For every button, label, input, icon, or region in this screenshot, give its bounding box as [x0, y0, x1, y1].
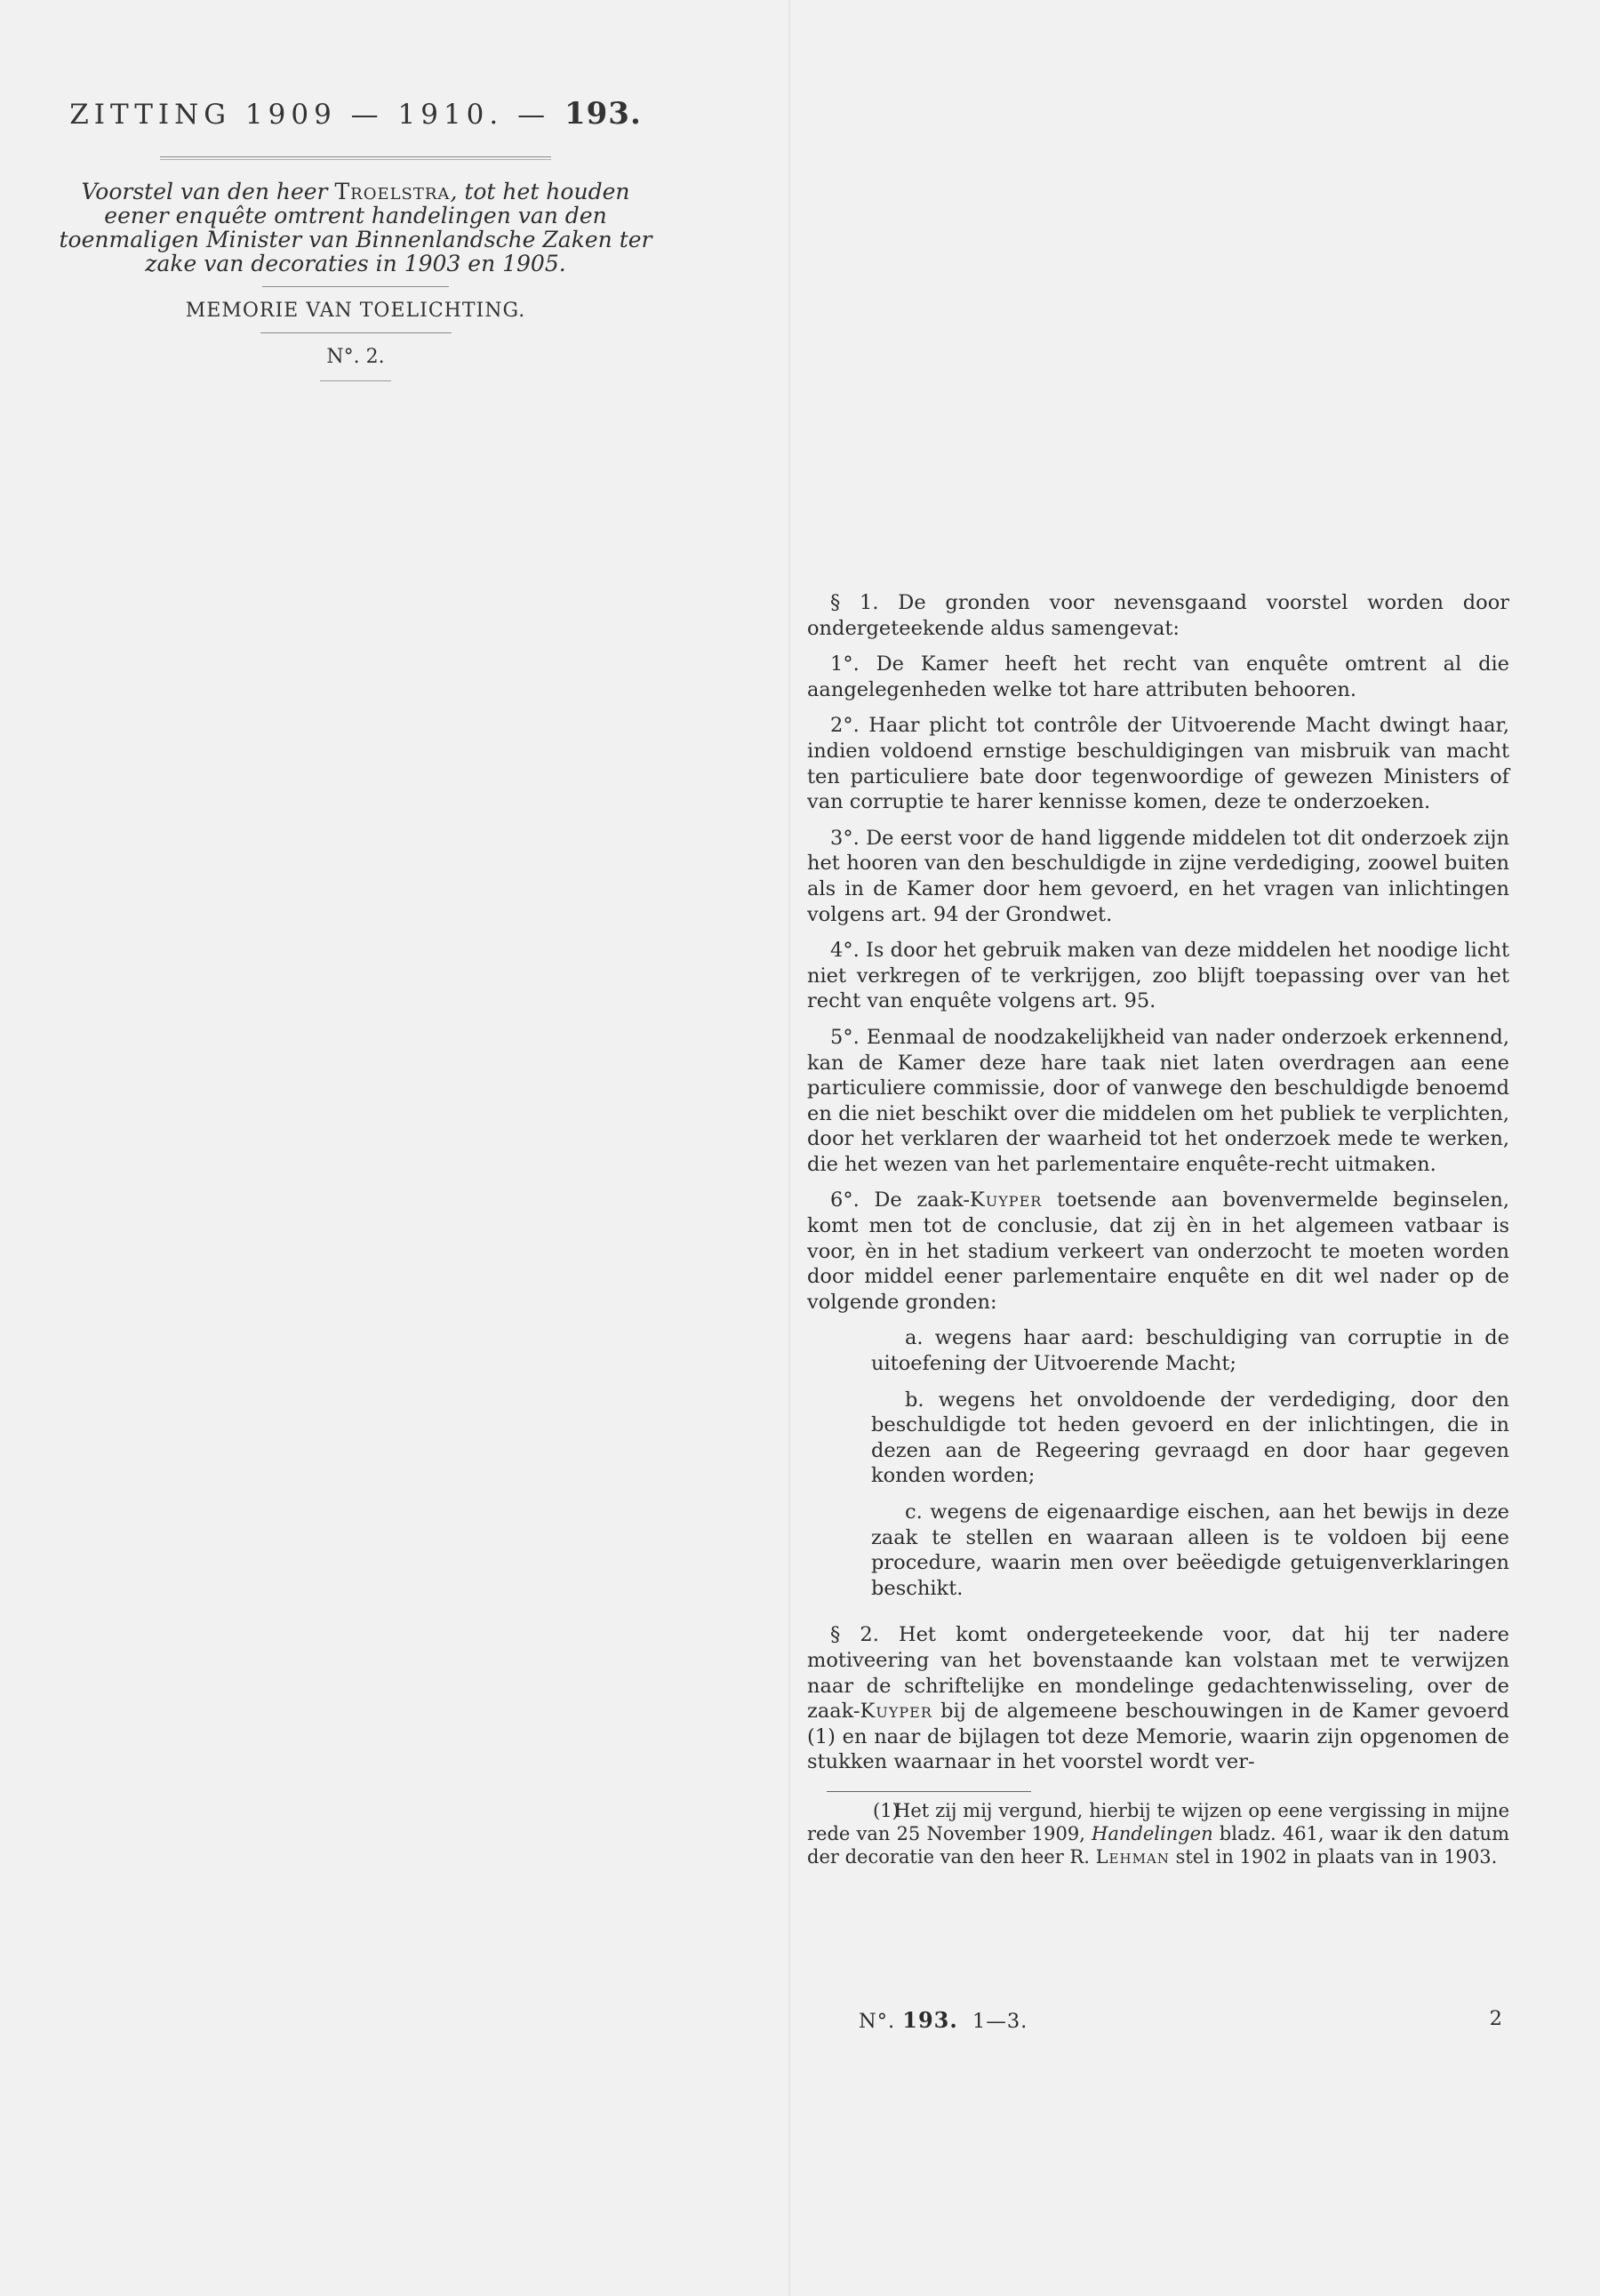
footnote-ref: (1): [873, 1799, 900, 1821]
paragraph: [807, 1188, 1509, 1315]
footnote-text: Het zij mij vergund, hierbij te wijzen op eene vergissing in mijne rede van 25 November 1909,: [807, 1799, 1509, 1844]
title-text: , tot het houden eener enquête omtrent handelingen van den toenmaligen Minister van Binnenlandsche Zaken ter zake van decoraties in 1903 en 1905.: [59, 179, 652, 276]
paragraph-text: 6°. De zaak-: [830, 1188, 970, 1212]
header-rule: [320, 380, 391, 381]
page-footer: [859, 2007, 1502, 2033]
person-name: Kuyper: [860, 1700, 932, 1724]
paragraph-text: toetsende aan bovenvermelde beginselen, komt men tot de conclusie, dat zij èn in het algemeen vatbaar is voor, èn in het stadium verkeert van onderzocht te moeten worden door middel eener parlementaire enquête en dit wel nader op de volgende gronden:: [807, 1188, 1509, 1314]
session-heading: [53, 96, 658, 132]
paragraph: 5°. Eenmaal de noodzakelijkheid van nader onderzoek erkennend, kan de Kamer deze hare taak niet laten overdragen aan eene particuliere commissie, door of vanwege den beschuldigde benoemd en die niet beschikt over die middelen om het publiek te verplichten, door het verklaren der waarheid tot het onderzoek mede te werken, die het wezen van het parlementaire enquête-recht uitmaken.: [807, 1025, 1509, 1176]
person-name: Lehman: [1095, 1845, 1170, 1868]
page-number: 2: [1489, 2007, 1502, 2030]
paragraph: 2°. Haar plicht tot contrôle der Uitvoerende Macht dwingt haar, indien voldoend ernstige beschuldigingen van misbruik van macht ten particuliere bate door tegenwoordige of gewezen Ministers of van corruptie te harer kennisse komen, deze te onderzoeken.: [807, 714, 1509, 814]
footer-number: [859, 2007, 1028, 2033]
sub-paragraph: a. wegens haar aard: beschuldiging van corruptie in de uitoefening der Uitvoerende Macht;: [871, 1326, 1509, 1376]
paragraph-text: § 2. Het komt ondergeteekende voor, dat hij ter nadere motiveering van het bovenstaande kan volstaan met te verwijzen naar de schriftelijke en mondelinge gedachtenwisseling, over de zaak-: [807, 1623, 1509, 1724]
page-fold: [788, 0, 790, 2296]
title-name: Troelstra: [334, 179, 451, 204]
footnote: [807, 1799, 1509, 1868]
footnote-italic: Handelingen: [1092, 1822, 1213, 1844]
session-text: ZITTING 1909 — 1910. —: [69, 99, 551, 131]
header-rule: [260, 332, 452, 333]
title-text: Voorstel van den heer: [81, 179, 328, 204]
sub-paragraph: c. wegens de eigenaardige eischen, aan het bewijs in deze zaak te stellen en waaraan alleen is te voldoen bij eene procedure, waarin men over beëedigde getuigenverklaringen beschikt.: [871, 1500, 1509, 1600]
paragraph: 1°. De Kamer heeft het recht van enquête omtrent al die aangelegenheden welke tot hare attributen behooren.: [807, 652, 1509, 701]
footer-bold-number: 193.: [902, 2007, 958, 2033]
header-rule: [262, 286, 449, 287]
paragraph: § 1. De gronden voor nevensgaand voorstel worden door ondergeteekende aldus samengevat:: [807, 591, 1509, 640]
paragraph: [807, 1622, 1509, 1775]
footer-sheet: 1—3.: [972, 2010, 1028, 2033]
footnote-rule: [827, 1791, 1031, 1792]
sub-paragraph: b. wegens het onvoldoende der verdediging, door den beschuldigde tot heden gevoerd en der inlichtingen, die in dezen aan de Regeering gevraagd en door haar gegeven konden worden;: [871, 1388, 1509, 1488]
piece-number: N°. 2.: [326, 346, 385, 368]
footnote-text: stel in 1902 in plaats van in 1903.: [1169, 1845, 1498, 1868]
document-header: [53, 96, 658, 381]
paragraph-text: bij de algemeene beschouwingen in de Kamer gevoerd (1) en naar de bijlagen tot deze Memorie, waarin zijn opgenomen de stukken waarnaar in het voorstel wordt ver-: [807, 1700, 1509, 1774]
memorie-heading: MEMORIE VAN TOELICHTING.: [185, 300, 526, 322]
person-name: Kuyper: [969, 1188, 1043, 1212]
document-number: 193.: [564, 96, 642, 132]
memorie-body: [807, 590, 1509, 1879]
proposal-title: [53, 180, 658, 276]
header-rule: [160, 159, 551, 160]
header-rule: [160, 156, 551, 157]
paragraph: 4°. Is door het gebruik maken van deze middelen het noodige licht niet verkregen of te verkrijgen, zoo blijft toepassing over van het recht van enquête volgens art. 95.: [807, 939, 1509, 1013]
footer-label: N°.: [859, 2010, 896, 2033]
paragraph: 3°. De eerst voor de hand liggende middelen tot dit onderzoek zijn het hooren van den beschuldigde in zijne verdediging, zoowel buiten als in de Kamer door hem gevoerd, en het vragen van inlichtingen volgens art. 94 der Grondwet.: [807, 826, 1509, 926]
footnote-text: bladz. 461, waar ik den datum der decoratie van den heer R.: [807, 1822, 1509, 1868]
